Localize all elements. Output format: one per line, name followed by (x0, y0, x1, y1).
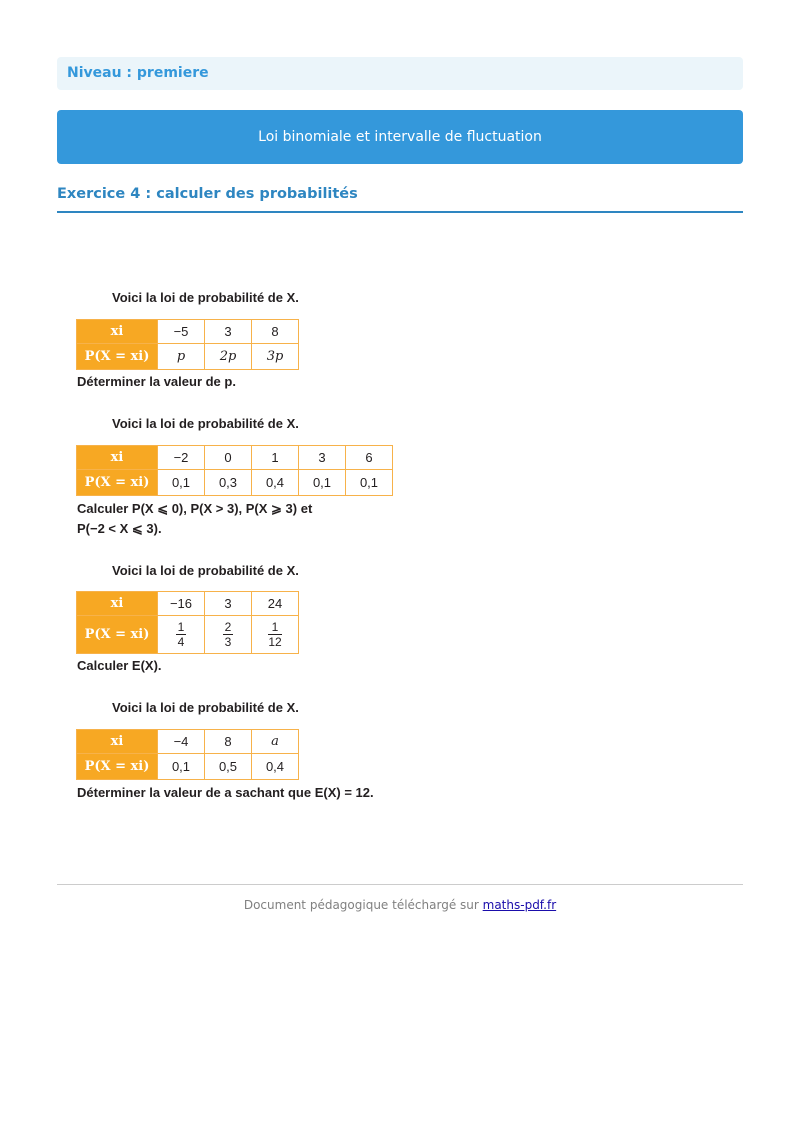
problem-3-question: Calculer E(X). (77, 658, 162, 673)
value-cell: 3 (299, 446, 346, 470)
value-cell: −4 (158, 730, 205, 754)
row-label-prob: P(X = xi) (77, 470, 158, 496)
prob-cell: 0,1 (299, 470, 346, 496)
problem-3-intro: Voici la loi de probabilité de X. (112, 563, 299, 578)
problem-1-question: Déterminer la valeur de p. (77, 374, 236, 389)
value-cell: −16 (158, 592, 205, 616)
value-cell: 8 (205, 730, 252, 754)
fraction-numerator: 1 (268, 621, 281, 635)
value-cell: 6 (346, 446, 393, 470)
problem-2-question-line2: P(−2 < X ⩽ 3). (77, 521, 162, 536)
problem-2-question-line1: Calculer P(X ⩽ 0), P(X > 3), P(X ⩾ 3) et (77, 501, 313, 516)
prob-cell (205, 616, 252, 654)
lesson-title: Loi binomiale et intervalle de fluctuation (57, 110, 743, 164)
prob-cell: 0,5 (205, 754, 252, 780)
prob-cell: 2p (205, 344, 252, 370)
footer-link[interactable]: maths-pdf.fr (482, 898, 557, 912)
row-label-xi: xi (77, 446, 158, 470)
fraction-denominator: 3 (224, 635, 232, 649)
problem-4-table (76, 729, 299, 780)
fraction-denominator: 12 (268, 635, 282, 649)
row-label-xi: xi (77, 730, 158, 754)
prob-cell: 0,4 (252, 754, 299, 780)
value-cell: a (252, 730, 299, 754)
fraction-numerator: 1 (177, 620, 185, 634)
footer (57, 898, 743, 912)
row-label-xi: xi (77, 592, 158, 616)
prob-cell: 0,1 (158, 470, 205, 496)
fraction (176, 621, 187, 648)
value-cell: 0 (205, 446, 252, 470)
prob-cell: 0,4 (252, 470, 299, 496)
prob-cell: p (158, 344, 205, 370)
footer-text: Document pédagogique téléchargé sur (243, 898, 483, 912)
fraction (268, 621, 281, 648)
level-banner: Niveau : premiere (57, 57, 743, 90)
row-label-xi: xi (77, 320, 158, 344)
problem-2-table (76, 445, 393, 496)
prob-cell (158, 616, 205, 654)
value-cell: −2 (158, 446, 205, 470)
row-label-prob: P(X = xi) (77, 754, 158, 780)
problem-3-table (76, 591, 299, 654)
row-label-prob: P(X = xi) (77, 616, 158, 654)
prob-cell: 0,1 (158, 754, 205, 780)
problem-1-intro: Voici la loi de probabilité de X. (112, 290, 299, 305)
value-cell: 24 (252, 592, 299, 616)
fraction-numerator: 2 (224, 620, 232, 634)
exercise-title: Exercice 4 : calculer des probabilités (57, 186, 743, 213)
fraction (223, 621, 234, 648)
value-cell: 8 (252, 320, 299, 344)
value-cell: −5 (158, 320, 205, 344)
prob-cell: 0,1 (346, 470, 393, 496)
value-cell: 1 (252, 446, 299, 470)
prob-cell (252, 616, 299, 654)
problem-4-question: Déterminer la valeur de a sachant que E(X) = 12. (77, 785, 374, 800)
prob-cell: 3p (252, 344, 299, 370)
problem-4-intro: Voici la loi de probabilité de X. (112, 700, 299, 715)
value-cell: 3 (205, 320, 252, 344)
value-cell: 3 (205, 592, 252, 616)
row-label-prob: P(X = xi) (77, 344, 158, 370)
fraction-denominator: 4 (177, 635, 185, 649)
footer-divider (57, 884, 743, 885)
prob-cell: 0,3 (205, 470, 252, 496)
problem-2-intro: Voici la loi de probabilité de X. (112, 416, 299, 431)
problem-1-table (76, 319, 299, 370)
